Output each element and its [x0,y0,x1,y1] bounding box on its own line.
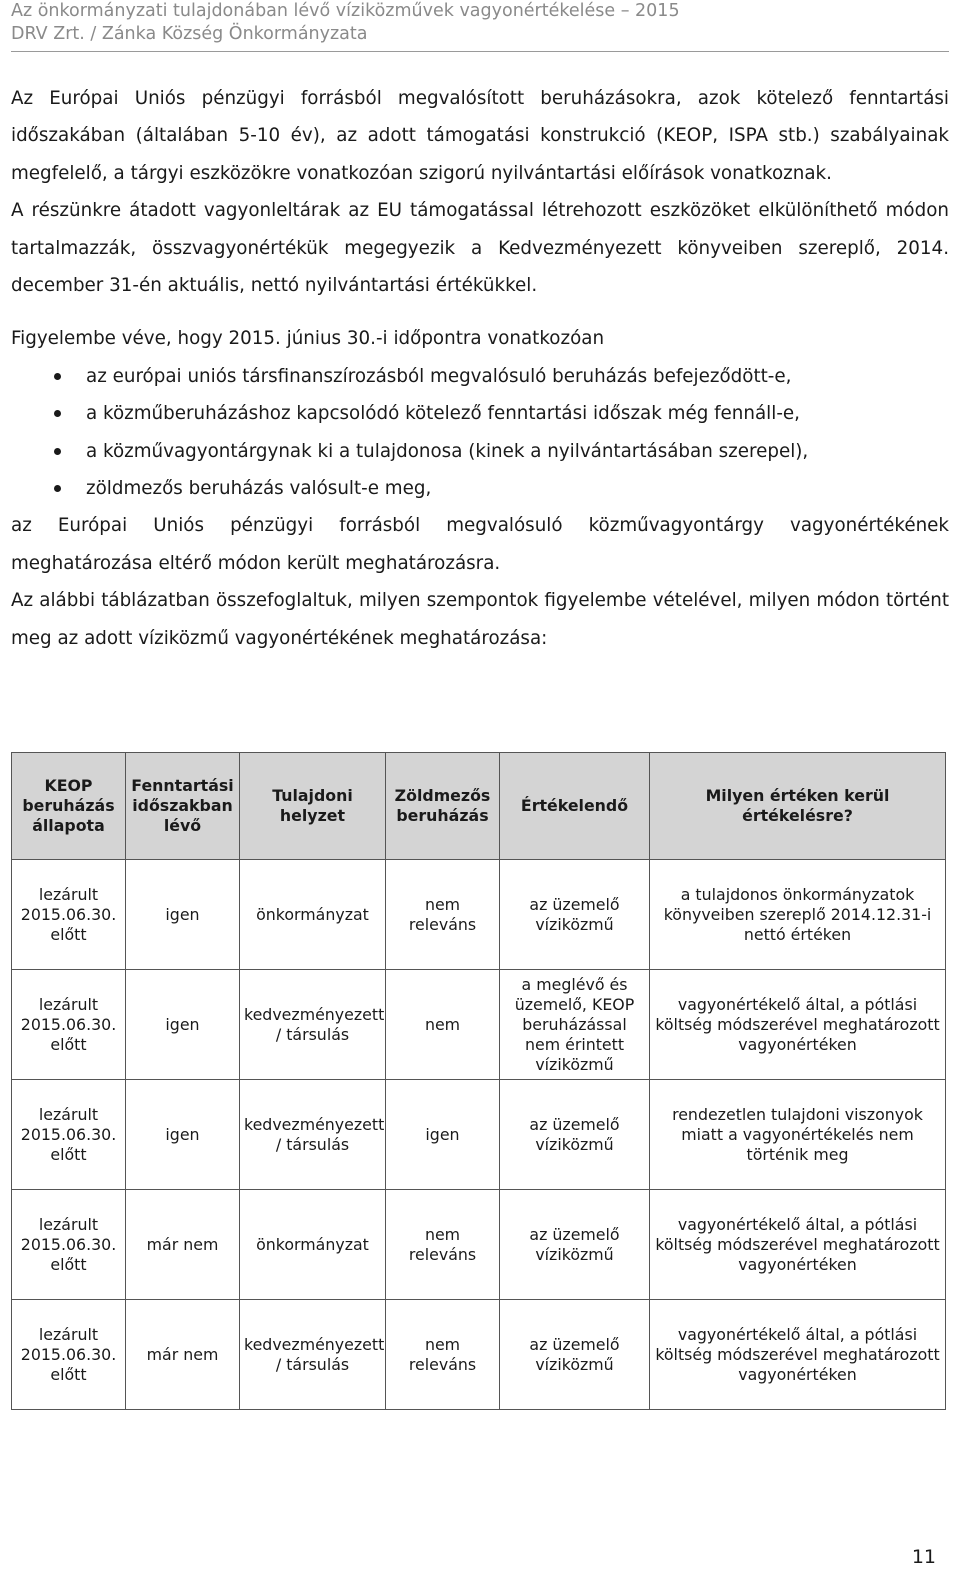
list-item-text: zöldmezős beruházás valósult-e meg, [86,478,432,500]
column-header-to-be-valued: Értékelendő [500,753,650,860]
column-header-ownership: Tulajdoni helyzet [240,753,386,860]
spacer [11,304,949,320]
column-header-greenfield: Zöldmezős beruházás [386,753,500,860]
column-header-maintenance-period: Fenntartási időszakban lévő [126,753,240,860]
table-cell: vagyonértékelő által, a pótlási költség módszerével meghatározott vagyonértéken [650,1300,946,1410]
table-row [12,970,946,1080]
table-cell: lezárult 2015.06.30. előtt [12,1080,126,1190]
table-cell: az üzemelő víziközmű [500,1190,650,1300]
table-cell: önkormányzat [240,1190,386,1300]
bullet-icon [54,448,61,455]
table-cell: az üzemelő víziközmű [500,1300,650,1410]
bullet-icon [54,373,61,380]
table-cell: már nem [126,1300,240,1410]
bullet-icon [54,410,61,417]
table-cell: már nem [126,1190,240,1300]
column-header-valuation-basis: Milyen értéken kerül értékelésre? [650,753,946,860]
page-header [11,0,949,46]
table-cell: a tulajdonos önkormányzatok könyveiben szereplő 2014.12.31-i nettó értéken [650,860,946,970]
table-cell: igen [386,1080,500,1190]
table-cell: az üzemelő víziközmű [500,1080,650,1190]
table-header-row [12,753,946,860]
column-header-keop-status: KEOP beruházás állapota [12,753,126,860]
table-cell: igen [126,860,240,970]
table-cell: lezárult 2015.06.30. előtt [12,860,126,970]
table-cell: lezárult 2015.06.30. előtt [12,1300,126,1410]
table-cell: nem releváns [386,860,500,970]
paragraph-eu-funding: Az Európai Uniós pénzügyi forrásból megvalósított beruházásokra, azok kötelező fenntartási időszakában (általában 5-10 év), az adott támogatási konstrukció (KEOP, ISPA stb.) szabályainak megfelelő, a tárgyi eszközökre vonatkozóan szigorú nyilvántartási előírások vonatkoznak. [11,88,949,184]
table-cell: nem releváns [386,1300,500,1410]
table-cell: nem [386,970,500,1080]
table-cell: rendezetlen tulajdoni viszonyok miatt a vagyonértékelés nem történik meg [650,1080,946,1190]
table-cell: nem releváns [386,1190,500,1300]
table-cell: a meglévő és üzemelő, KEOP beruházással nem érintett víziközmű [500,970,650,1080]
table-cell: igen [126,970,240,1080]
paragraph-inventory: A részünkre átadott vagyonleltárak az EU támogatással létrehozott eszközöket elkülöníthető módon tartalmazzák, összvagyonértékük megegyezik a Kedvezményezett könyveiben szereplő, 2014. december 31-én aktuális, nettó nyilvántartási értékükkel. [11,200,949,297]
paragraph-valuation-differs: az Európai Uniós pénzügyi forrásból megvalósuló közművagyontárgy vagyonértékének meghatározása eltérő módon került meghatározásra. [11,515,949,574]
table-cell: kedvezményezett / társulás [240,1300,386,1410]
document-body [11,80,949,657]
table-row [12,1190,946,1300]
table-row [12,1080,946,1190]
list-item [11,433,949,470]
table-row [12,1300,946,1410]
table-cell: önkormányzat [240,860,386,970]
header-subtitle: DRV Zrt. / Zánka Község Önkormányzata [11,24,368,44]
paragraph-considering: Figyelembe véve, hogy 2015. június 30.-i időpontra vonatkozóan [11,328,605,350]
table-cell: kedvezményezett / társulás [240,1080,386,1190]
paragraph-table-intro: Az alábbi táblázatban összefoglaltuk, milyen szempontok figyelembe vételével, milyen módon történt meg az adott víziközmű vagyonértékének meghatározása: [11,590,949,649]
list-item-text: a közművagyontárgynak ki a tulajdonosa (kinek a nyilvántartásában szerepel), [86,440,809,462]
table-cell: az üzemelő víziközmű [500,860,650,970]
header-divider [11,51,949,52]
valuation-table [11,752,946,1410]
page-number: 11 [911,1546,936,1568]
table-cell: vagyonértékelő által, a pótlási költség módszerével meghatározott vagyonértéken [650,1190,946,1300]
table-cell: kedvezményezett / társulás [240,970,386,1080]
table-cell: lezárult 2015.06.30. előtt [12,970,126,1080]
list-item [11,470,949,507]
table-cell: igen [126,1080,240,1190]
list-item-text: a közműberuházáshoz kapcsolódó kötelező fenntartási időszak még fennáll-e, [86,403,800,425]
criteria-list [11,358,949,508]
table-cell: vagyonértékelő által, a pótlási költség módszerével meghatározott vagyonértéken [650,970,946,1080]
list-item-text: az európai uniós társfinanszírozásból megvalósuló beruházás befejeződött-e, [86,365,792,387]
table-cell: lezárult 2015.06.30. előtt [12,1190,126,1300]
list-item [11,395,949,432]
bullet-icon [54,485,61,492]
table-row [12,860,946,970]
header-title: Az önkormányzati tulajdonában lévő víziközművek vagyonértékelése – 2015 [11,1,680,21]
list-item [11,358,949,395]
